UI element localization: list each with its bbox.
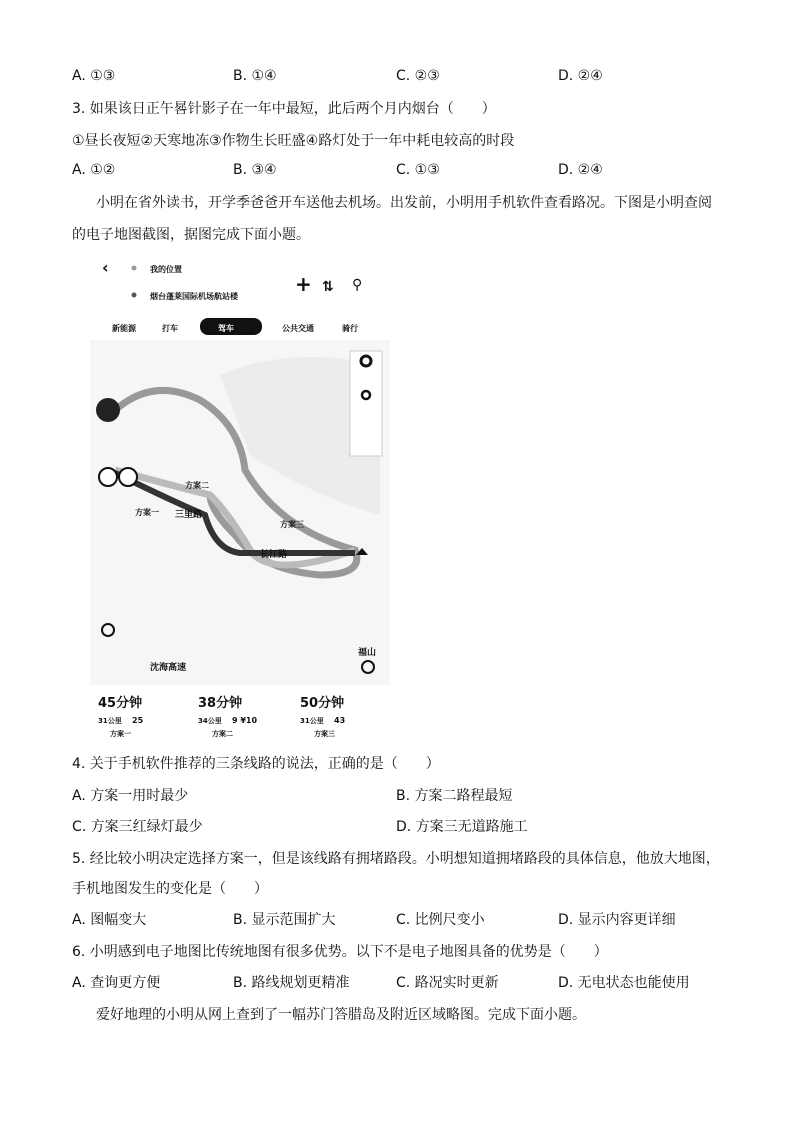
q6-stem: 6. 小明感到电子地图比传统地图有很多优势。以下不是电子地图具备的优势是（ ） bbox=[72, 944, 608, 960]
svg-text:方案二: 方案二 bbox=[212, 730, 233, 738]
add-waypoint-icon: + bbox=[295, 272, 312, 296]
q5-option-a: A. 图幅变大 bbox=[72, 912, 147, 928]
intro-line-2: 的电子地图截图，据图完成下面小题。 bbox=[72, 227, 310, 243]
q6-option-d: D. 无电状态也能使用 bbox=[558, 975, 690, 991]
road-label: 长江路 bbox=[260, 550, 288, 560]
q2-option-b: B. ①④ bbox=[233, 68, 277, 84]
route-label-1: 方案一 bbox=[135, 508, 159, 517]
svg-text:38分钟: 38分钟 bbox=[198, 696, 243, 711]
road-label: 三里路 bbox=[175, 510, 203, 520]
svg-text:方案三: 方案三 bbox=[314, 730, 335, 738]
q3-option-b: B. ③④ bbox=[233, 162, 277, 178]
svg-text:31公里: 31公里 bbox=[98, 717, 122, 725]
navigation-map-screenshot bbox=[90, 255, 390, 740]
tab-transit: 公共交通 bbox=[282, 324, 314, 333]
svg-text:31公里: 31公里 bbox=[300, 717, 324, 725]
q2-option-d: D. ②④ bbox=[558, 68, 603, 84]
q4-stem: 4. 关于手机软件推荐的三条线路的说法，正确的是（ ） bbox=[72, 756, 440, 772]
intro-line-1: 小明在省外读书，开学季爸爸开车送他去机场。出发前，小明用手机软件查看路况。下图是小明查阅 bbox=[96, 195, 712, 211]
q6-option-a: A. 查询更方便 bbox=[72, 975, 161, 991]
q2-option-a: A. ①③ bbox=[72, 68, 116, 84]
q3-option-c: C. ①③ bbox=[396, 162, 440, 178]
q5-stem-2: 手机地图发生的变化是（ ） bbox=[72, 881, 268, 897]
svg-text:9 ¥10: 9 ¥10 bbox=[232, 716, 258, 725]
origin-label: 我的位置 bbox=[150, 265, 182, 274]
svg-text:50分钟: 50分钟 bbox=[300, 696, 345, 711]
q4-option-c: C. 方案三红绿灯最少 bbox=[72, 819, 203, 835]
q5-option-d: D. 显示内容更详细 bbox=[558, 912, 676, 928]
voice-icon: ⚲ bbox=[352, 277, 363, 293]
start-marker-icon bbox=[96, 398, 120, 422]
q5-stem-1: 5. 经比较小明决定选择方案一，但是该线路有拥堵路段。小明想知道拥堵路段的具体信息，他放大地图， bbox=[72, 851, 720, 867]
svg-text:45分钟: 45分钟 bbox=[98, 696, 143, 711]
q6-option-b: B. 路线规划更精准 bbox=[233, 975, 350, 991]
q5-option-c: C. 比例尺变小 bbox=[396, 912, 485, 928]
q3-stem: 3. 如果该日正午晷针影子在一年中最短，此后两个月内烟台（ ） bbox=[72, 101, 496, 117]
svg-text:25: 25 bbox=[132, 716, 144, 725]
svg-text:方案一: 方案一 bbox=[110, 730, 131, 738]
waypoint-icon bbox=[99, 468, 117, 486]
outro-paragraph: 爱好地理的小明从网上查到了一幅苏门答腊岛及附近区域略图。完成下面小题。 bbox=[96, 1007, 586, 1023]
place-label: 福山 bbox=[358, 648, 377, 658]
origin-dot-icon bbox=[132, 266, 137, 271]
q2-option-c: C. ②③ bbox=[396, 68, 440, 84]
svg-text:43: 43 bbox=[334, 716, 346, 725]
q4-option-d: D. 方案三无道路施工 bbox=[396, 819, 528, 835]
q3-option-a: A. ①② bbox=[72, 162, 116, 178]
tab-cycling: 骑行 bbox=[342, 324, 358, 333]
tab-drive: 驾车 bbox=[218, 324, 234, 333]
back-icon: ‹ bbox=[102, 258, 109, 277]
q6-option-c: C. 路况实时更新 bbox=[396, 975, 499, 991]
tab-taxi: 打车 bbox=[162, 324, 178, 333]
swap-icon: ⇅ bbox=[322, 279, 334, 295]
route-label-3: 方案三 bbox=[280, 520, 304, 529]
route-label-2: 方案二 bbox=[185, 481, 209, 490]
road-label: 沈海高速 bbox=[150, 663, 187, 673]
q3-option-d: D. ②④ bbox=[558, 162, 603, 178]
q4-option-b: B. 方案二路程最短 bbox=[396, 788, 513, 804]
destination-dot-icon bbox=[132, 293, 137, 298]
q5-option-b: B. 显示范围扩大 bbox=[233, 912, 336, 928]
waypoint-icon bbox=[119, 468, 137, 486]
tab-new-energy: 新能源 bbox=[112, 324, 136, 333]
q4-option-a: A. 方案一用时最少 bbox=[72, 788, 189, 804]
q3-items: ①昼长夜短②天寒地冻③作物生长旺盛④路灯处于一年中耗电较高的时段 bbox=[72, 133, 515, 149]
destination-label: 烟台蓬莱国际机场航站楼 bbox=[150, 292, 238, 301]
svg-text:34公里: 34公里 bbox=[198, 717, 222, 725]
